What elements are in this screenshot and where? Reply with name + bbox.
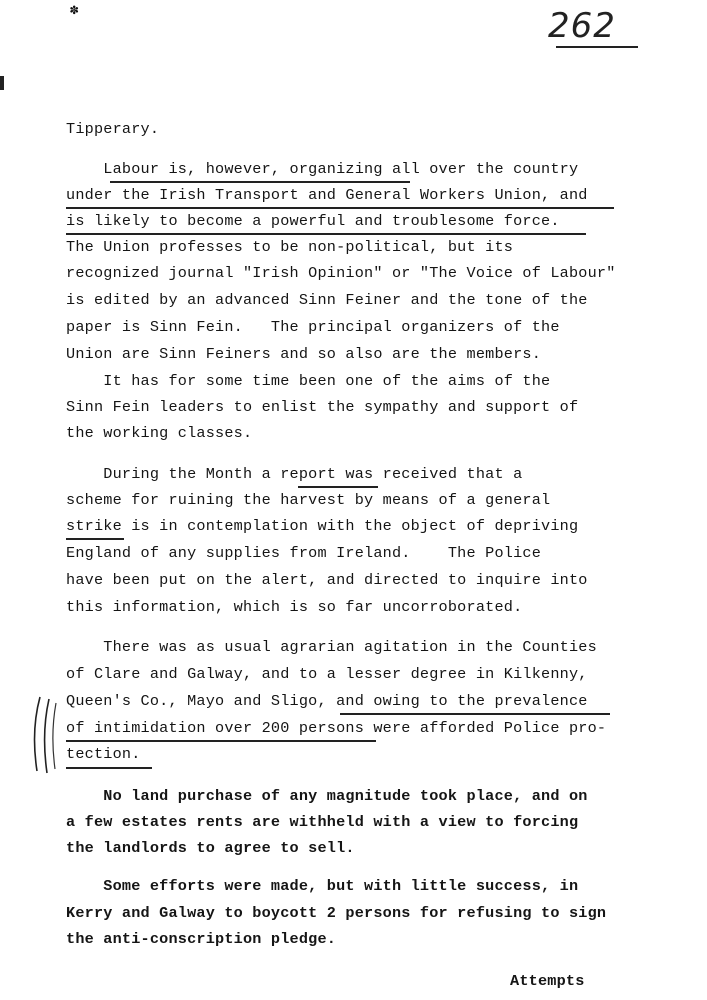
paragraph-2-line-2: Sinn Fein leaders to enlist the sympathy and support of	[66, 398, 579, 416]
underline-labour-organizing	[110, 181, 410, 183]
underline-prevalence	[340, 713, 610, 715]
paragraph-1-line-4: The Union professes to be non-political, but its	[66, 238, 514, 256]
ink-speck: ✽	[70, 3, 79, 19]
margin-vertical-strokes	[28, 695, 62, 775]
paragraph-4-line-3: Queen's Co., Mayo and Sligo, and owing to the prevalence	[66, 692, 588, 710]
paragraph-3-line-6: this information, which is so far uncorroborated.	[66, 598, 523, 616]
paragraph-1-line-6: is edited by an advanced Sinn Feiner and the tone of the	[66, 291, 588, 309]
paragraph-4-line-4: of intimidation over 200 persons were afforded Police pro-	[66, 719, 607, 737]
edge-mark	[0, 76, 4, 90]
underline-intimidation	[66, 740, 376, 742]
underline-report	[298, 486, 378, 488]
paragraph-1-line-2: under the Irish Transport and General Workers Union, and	[66, 186, 588, 204]
page-number-underline	[556, 46, 638, 48]
paragraph-1-line-5: recognized journal "Irish Opinion" or "The Voice of Labour"	[66, 264, 616, 282]
page-number: 262	[548, 6, 616, 46]
paragraph-3-line-3: strike is in contemplation with the object of depriving	[66, 517, 579, 535]
paragraph-4-line-5: tection.	[66, 745, 141, 763]
paragraph-3-line-1: During the Month a report was received that a	[66, 465, 523, 483]
paragraph-1-line-7: paper is Sinn Fein. The principal organizers of the	[66, 318, 560, 336]
paragraph-6-line-3: the anti-conscription pledge.	[66, 930, 337, 948]
heading-tipperary: Tipperary.	[66, 120, 160, 138]
paragraph-1-line-1: Labour is, however, organizing all over the country	[66, 160, 579, 178]
paragraph-2-line-3: the working classes.	[66, 424, 253, 442]
underline-strike	[66, 538, 124, 540]
underline-protection	[66, 767, 152, 769]
paragraph-4-line-1: There was as usual agrarian agitation in the Counties	[66, 638, 597, 656]
underline-irish-transport	[66, 207, 614, 209]
paragraph-1-line-3: is likely to become a powerful and troublesome force.	[66, 212, 560, 230]
paragraph-5-line-2: a few estates rents are withheld with a view to forcing	[66, 813, 579, 831]
paragraph-6-line-1: Some efforts were made, but with little success, in	[66, 877, 579, 895]
paragraph-1-line-8: Union are Sinn Feiners and so also are the members.	[66, 345, 542, 363]
paragraph-3-line-2: scheme for ruining the harvest by means of a general	[66, 491, 551, 509]
paragraph-5-line-3: the landlords to agree to sell.	[66, 839, 355, 857]
paragraph-3-line-4: England of any supplies from Ireland. The Police	[66, 544, 542, 562]
paragraph-5-line-1: No land purchase of any magnitude took place, and on	[66, 787, 588, 805]
paragraph-6-line-2: Kerry and Galway to boycott 2 persons for refusing to sign	[66, 904, 607, 922]
paragraph-3-line-5: have been put on the alert, and directed to inquire into	[66, 571, 588, 589]
catchword: Attempts	[510, 972, 585, 990]
paragraph-4-line-2: of Clare and Galway, and to a lesser degree in Kilkenny,	[66, 665, 588, 683]
paragraph-2-line-1: It has for some time been one of the aims of the	[66, 372, 551, 390]
underline-troublesome-force	[66, 233, 586, 235]
